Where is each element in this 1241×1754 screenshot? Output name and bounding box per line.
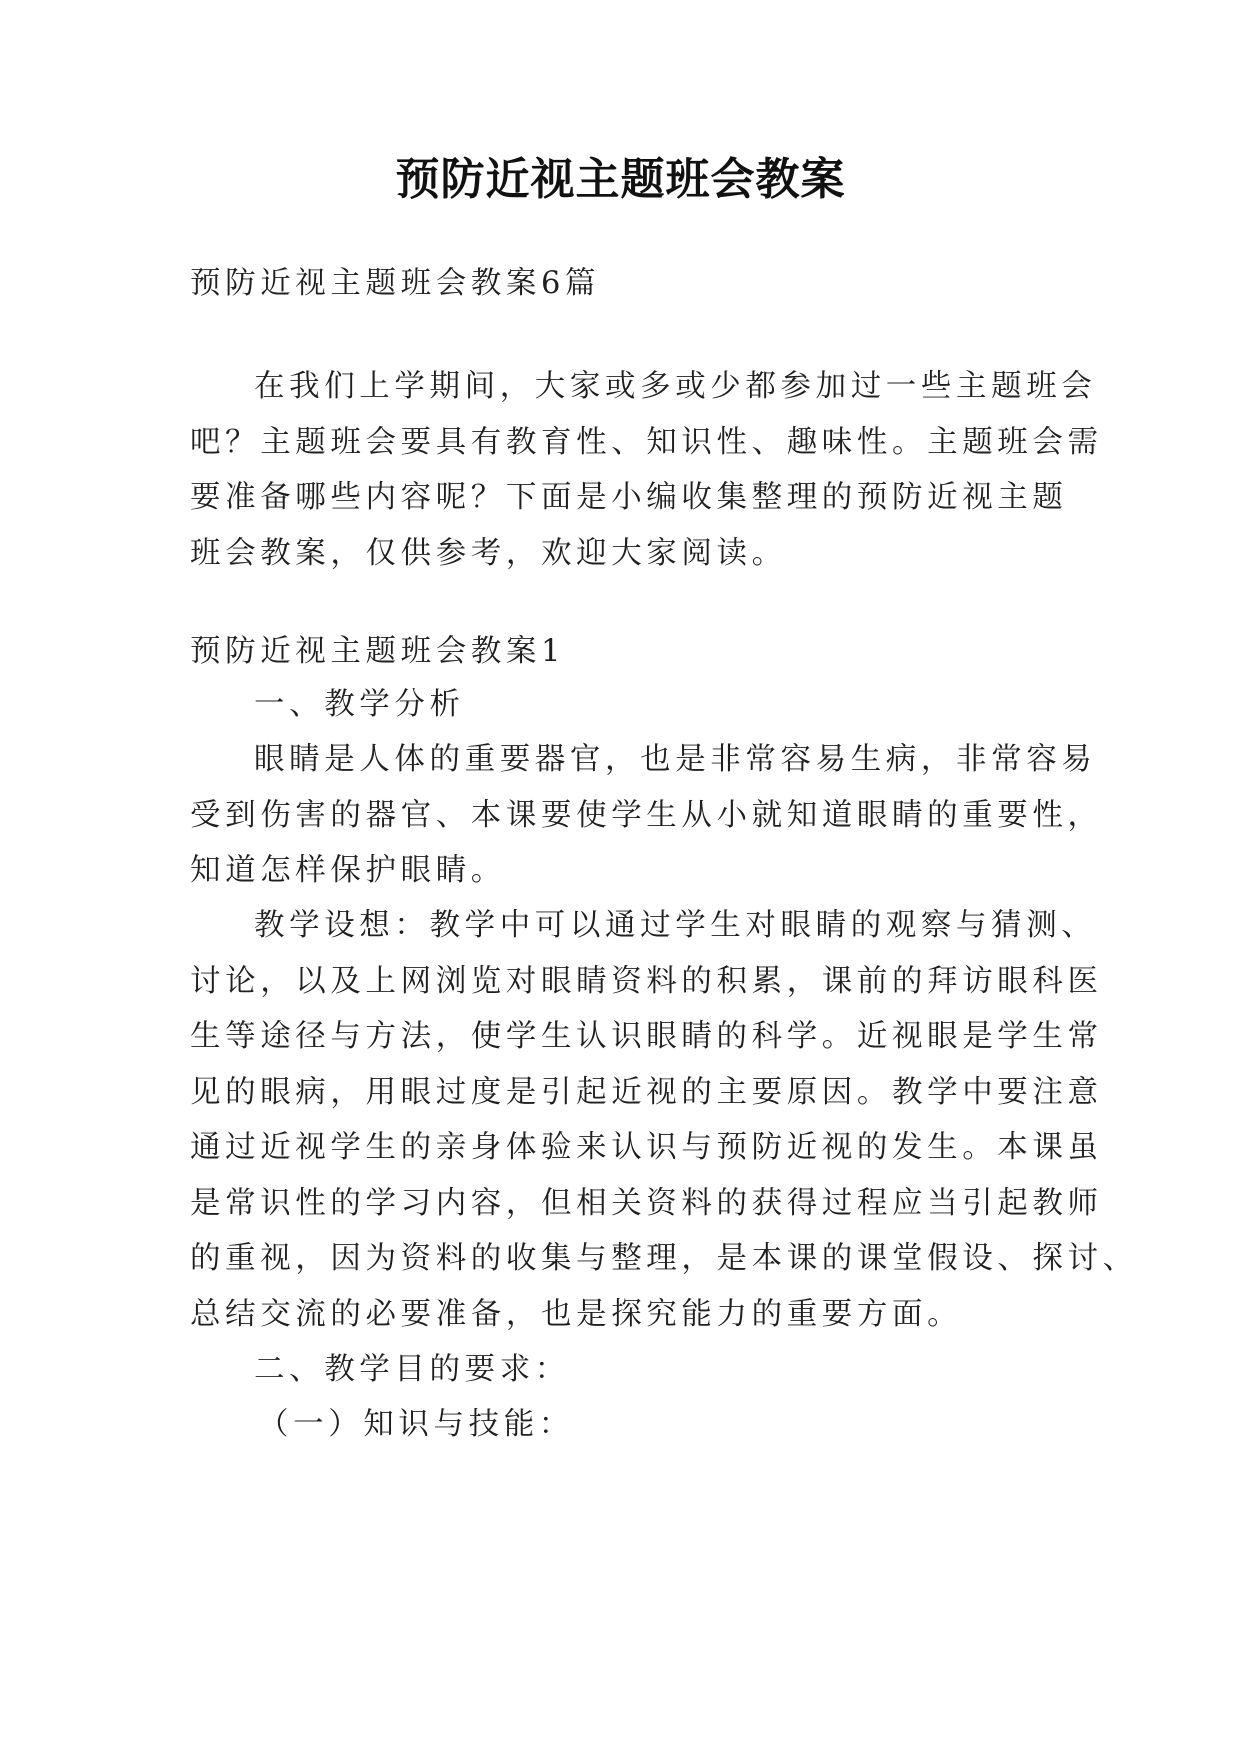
analysis-line-3: 知道怎样保护眼睛。 [190, 853, 506, 888]
intro-line-2: 吧？主题班会要具有教育性、知识性、趣味性。主题班会需 [190, 425, 1103, 460]
document-title: 预防近视主题班会教案 [395, 154, 846, 205]
design-line-2: 讨论，以及上网浏览对眼睛资料的积累，课前的拜访眼科医 [190, 964, 1103, 999]
intro-line-1: 在我们上学期间，大家或多或少都参加过一些主题班会 [254, 369, 1097, 404]
design-line-8: 总结交流的必要准备，也是探究能力的重要方面。 [190, 1297, 963, 1332]
intro-line-4: 班会教案，仅供参考，欢迎大家阅读。 [190, 536, 787, 571]
design-line-5: 通过近视学生的亲身体验来认识与预防近视的发生。本课虽 [190, 1130, 1103, 1165]
design-line-4: 见的眼病，用眼过度是引起近视的主要原因。教学中要注意 [190, 1075, 1103, 1110]
section-heading: 预防近视主题班会教案1 [190, 634, 566, 669]
design-line-1: 教学设想：教学中可以通过学生对眼睛的观察与猜测、 [254, 908, 1097, 943]
part1-heading: 一、教学分析 [254, 687, 465, 722]
analysis-line-1: 眼睛是人体的重要器官，也是非常容易生病，非常容易 [254, 742, 1097, 777]
part2-subheading: （一）知识与技能： [258, 1407, 574, 1442]
design-line-3: 生等途径与方法，使学生认识眼睛的科学。近视眼是学生常 [190, 1019, 1103, 1054]
design-line-6: 是常识性的学习内容，但相关资料的获得过程应当引起教师 [190, 1186, 1103, 1221]
document-subtitle: 预防近视主题班会教案6篇 [190, 266, 601, 301]
design-line-7: 的重视，因为资料的收集与整理，是本课的课堂假设、探讨、 [190, 1241, 1138, 1276]
intro-line-3: 要准备哪些内容呢？下面是小编收集整理的预防近视主题 [190, 480, 1068, 515]
analysis-line-2: 受到伤害的器官、本课要使学生从小就知道眼睛的重要性， [190, 798, 1103, 833]
part2-heading: 二、教学目的要求： [254, 1352, 570, 1387]
